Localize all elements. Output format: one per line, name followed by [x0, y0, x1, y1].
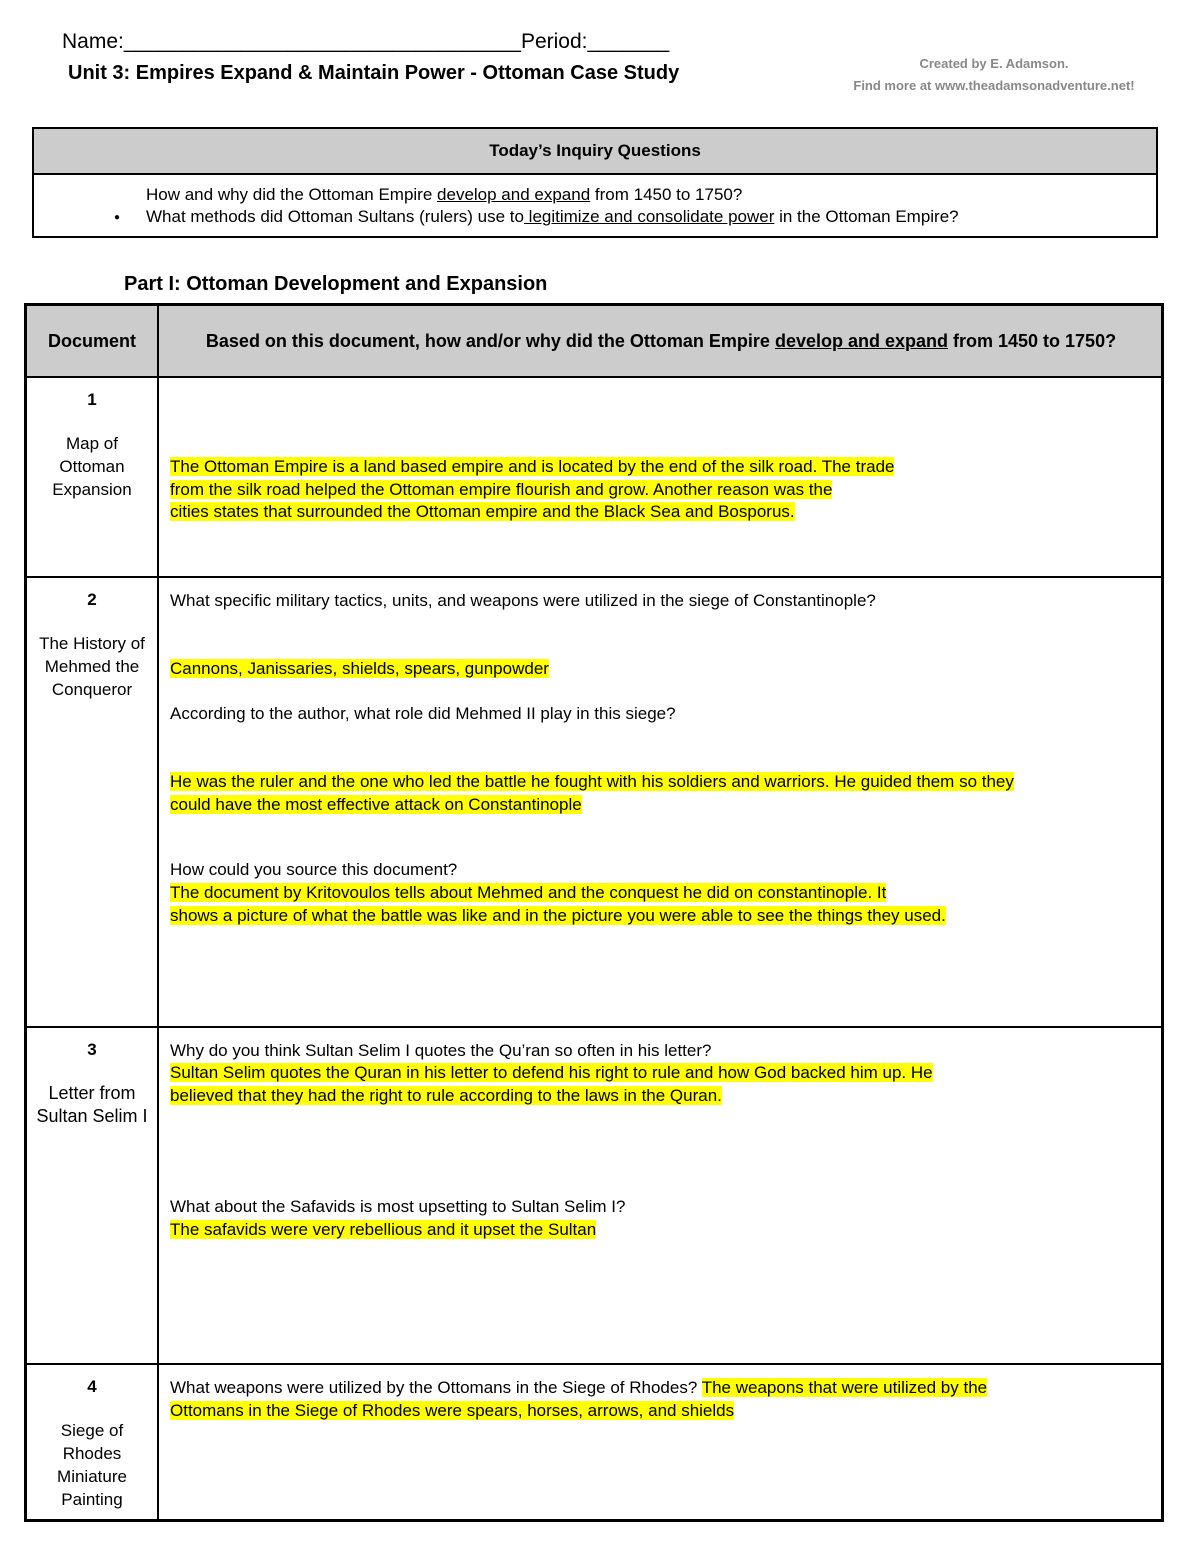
table-row-4 [27, 1363, 1161, 1519]
question-text: Why do you think Sultan Selim I quotes the Qu’ran so often in his letter? [170, 1041, 712, 1060]
doc-title: Map of Ottoman Expansion [52, 434, 132, 499]
table-header [27, 306, 1161, 376]
doc-number: 3 [87, 1040, 97, 1059]
question-text: What about the Safavids is most upsetting to Sultan Selim I? [170, 1197, 626, 1216]
doc-title: Siege of Rhodes Miniature Painting [57, 1421, 127, 1509]
credit-line-2: Find more at www.theadamsonadventure.net! [853, 78, 1135, 93]
inquiry-question-2: ● What methods did Ottoman Sultans (rulers) use to legitimize and consolidate power in the Ottoman Empire? [114, 207, 959, 226]
inquiry-questions-box [32, 127, 1158, 238]
column-header-question: Based on this document, how and/or why did the Ottoman Empire develop and expand from 1450 to 1750? [205, 330, 1117, 351]
inquiry-heading: Today’s Inquiry Questions [34, 129, 1156, 175]
question-text: According to the author, what role did Mehmed II play in this siege? [170, 704, 676, 723]
name-period-line: Name:__________________________________Period:_______ [62, 30, 670, 53]
question-text: What specific military tactics, units, and weapons were utilized in the siege of Constantinople? [170, 591, 876, 610]
credit-line-1: Created by E. Adamson. [919, 56, 1069, 71]
answer-text: The Ottoman Empire is a land based empire and is located by the end of the silk road. The trade from the silk road helped the Ottoman empire flourish and grow. Another reason was the cities states that surrounded the Ottoman empire and the Black Sea and Bosporus. [170, 457, 895, 521]
table-row-3 [27, 1026, 1161, 1365]
doc-title: The History of Mehmed the Conqueror [39, 634, 145, 699]
unit-title: Unit 3: Empires Expand & Maintain Power - Ottoman Case Study [68, 62, 680, 84]
bullet-icon: ● [114, 212, 121, 224]
table-row-1 [27, 376, 1161, 578]
column-header-document: Document [27, 306, 159, 376]
doc-number: 4 [87, 1377, 97, 1396]
question-answer-text: What weapons were utilized by the Ottomans in the Siege of Rhodes? The weapons that were utilized by the Ottomans in the Siege of Rhodes were spears, horses, arrows, and shields [170, 1378, 988, 1420]
table-row-2 [27, 576, 1161, 1028]
part-title: Part I: Ottoman Development and Expansion [124, 273, 548, 295]
doc-number: 1 [87, 390, 97, 409]
answer-text: He was the ruler and the one who led the battle he fought with his soldiers and warriors. He guided them so they could have the most effective attack on Constantinople [170, 772, 1014, 814]
inquiry-question-1: How and why did the Ottoman Empire develop and expand from 1450 to 1750? [146, 185, 743, 204]
answer-text: Cannons, Janissaries, shields, spears, gunpowder [170, 659, 549, 678]
doc-number: 2 [87, 590, 97, 609]
answer-text: The document by Kritovoulos tells about Mehmed and the conquest he did on constantinople. It shows a picture of what the battle was like and in the picture you were able to see the things they used. [170, 883, 946, 925]
document-table [24, 303, 1164, 1522]
question-text: How could you source this document? [170, 860, 458, 879]
answer-text: The safavids were very rebellious and it upset the Sultan [170, 1220, 597, 1239]
answer-text: Sultan Selim quotes the Quran in his letter to defend his right to rule and how God backed him up. He believed that they had the right to rule according to the laws in the Quran. [170, 1063, 933, 1105]
doc-title: Letter from Sultan Selim I [36, 1083, 148, 1126]
